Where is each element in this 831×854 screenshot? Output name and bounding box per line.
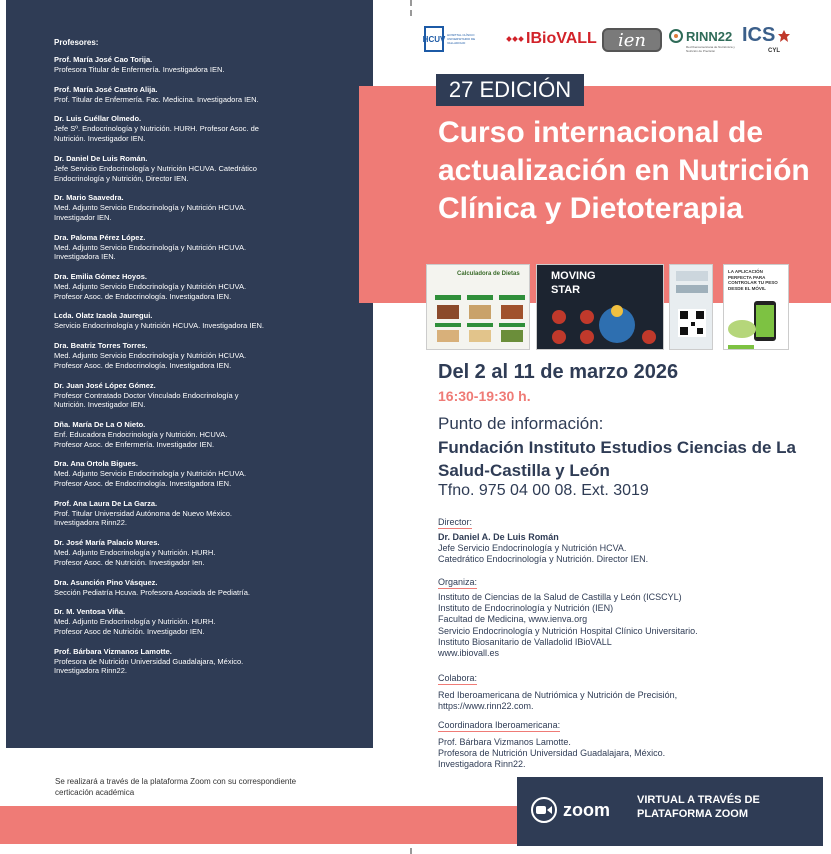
professor-entry (54, 272, 373, 301)
professor-description: Med. Adjunto Servicio Endocrinología y Nutrición HCUVA. Investigador IEN. (54, 203, 247, 222)
professor-entry (54, 607, 373, 636)
professor-description: Profesor Contratado Doctor Vinculado Endocrinología y Nutrición. Investigador IEN. (54, 390, 239, 410)
colabora-section (438, 668, 798, 712)
professor-entry (54, 459, 373, 488)
professor-name: Dr. Luis Cuéllar Olmedo. (54, 114, 142, 124)
fold-mark-top (410, 0, 412, 16)
icscyl-logo-text: ICS (742, 24, 776, 46)
moving-star-game-icon (537, 291, 664, 350)
professor-description: Med. Adjunto Servicio Endocrinología y Nutrición HCUVA. Investigadora IEN. (54, 242, 247, 262)
professor-name: Dra. Asunción Pino Vásquez. (54, 577, 158, 587)
diet-calculator-grid-icon (427, 277, 530, 347)
hcuv-logo-caption: HOSPITAL CLÍNICO UNIVERSITARIO DE VALLADOLID (447, 33, 476, 45)
professor-entry (54, 647, 373, 676)
bottom-band-right (410, 806, 520, 844)
professor-description: Med. Adjunto Servicio Endocrinología y Nutrición HCUVA. Profesor Asoc. de Endocrinología. Investigadora IEN. (54, 351, 247, 370)
hcuv-logo (424, 24, 486, 54)
rinn22-logo-text: RINN22 (686, 28, 733, 44)
rinn22-logo-icon (668, 28, 684, 44)
professors-heading: Profesores: (54, 38, 99, 47)
qr-code-screenshot (669, 264, 713, 350)
organiza-line: Facultad de Medicina, www.ienva.org (438, 614, 588, 625)
professors-list (54, 55, 373, 676)
professor-name: Prof. Ana Laura De La Garza. (54, 498, 158, 508)
organiza-line: www.ibiovall.es (438, 648, 500, 659)
hcuv-logo-mark: HCUV (424, 26, 444, 52)
colabora-line: Red Iberoamericana de Nutriómica y Nutrición de Precisión, (438, 690, 678, 700)
professor-description: Prof. Titular Universidad Autónoma de Nuevo México. Investigadora Rinn22. (54, 508, 233, 528)
moving-star-title: MOVING STAR (551, 270, 596, 296)
professor-description: Med. Adjunto Endocrinología y Nutrición. HURH. Profesor Asoc. de Nutrición. Investigador Ien. (54, 548, 216, 567)
colabora-label: Colabora: (438, 673, 478, 683)
organiza-label: Organiza: (438, 577, 478, 587)
colabora-line: https://www.rinn22.com. (438, 701, 534, 712)
icscyl-logo (742, 24, 791, 54)
director-line: Catedrático Endocrinología y Nutrición. Director IEN. (438, 554, 649, 565)
qr-code-icon (670, 265, 713, 350)
professor-description: Med. Adjunto Servicio Endocrinología y Nutrición HCUVA. Profesor Asoc. de Endocrinología. Investigadora IEN. (54, 282, 247, 301)
professor-entry (54, 499, 373, 528)
professor-entry (54, 420, 373, 449)
director-label: Director: (438, 517, 473, 527)
professor-name: Dra. Emilia Gómez Hoyos. (54, 272, 147, 282)
professor-description: Profesora Titular de Enfermería. Investigadora IEN. (54, 65, 225, 74)
video-camera-icon (531, 797, 557, 823)
professor-name: Dra. Ana Ortola Bigues. (54, 459, 138, 469)
professor-description: Prof. Titular de Enfermería. Fac. Medicina. Investigadora IEN. (54, 94, 259, 104)
professor-name: Dr. Daniel De Luis Román. (54, 153, 148, 163)
professor-name: Dña. María De La O Nieto. (54, 419, 146, 429)
professor-entry (54, 154, 373, 183)
professor-entry (54, 341, 373, 370)
ibiovall-logo (506, 30, 597, 48)
professors-panel (6, 0, 373, 748)
professor-description: Jefe Sº. Endocrinología y Nutrición. HURH. Profesor Asoc. de Nutrición. Investigador IEN. (54, 124, 259, 144)
coordinadora-label: Coordinadora Iberoamericana: (438, 720, 561, 730)
zoom-box-text: VIRTUAL A TRAVÉS DE PLATAFORMA ZOOM (637, 794, 760, 820)
organiza-line: Instituto de Ciencias de la Salud de Castilla y León (ICSCYL) (438, 592, 682, 602)
director-section (438, 512, 798, 566)
coordinadora-line: Prof. Bárbara Vizmanos Lamotte. (438, 737, 571, 747)
professor-name: Dr. José María Palacio Mures. (54, 538, 160, 548)
ibiovall-logo-text: IBioVALL (526, 30, 597, 47)
professor-entry (54, 538, 373, 567)
organiza-line: Servicio Endocrinología y Nutrición Hospital Clínico Universitario. (438, 625, 698, 636)
professor-entry (54, 578, 373, 598)
info-phone: Tfno. 975 04 00 08. Ext. 3019 (438, 482, 649, 499)
professor-description: Sección Pediatría Hcuva. Profesora Asociada de Pediatría. (54, 587, 250, 597)
coordinadora-section (438, 715, 798, 771)
weight-app-screenshot (723, 264, 789, 350)
bottom-band (0, 806, 410, 844)
professor-name: Dr. M. Ventosa Viña. (54, 607, 126, 617)
course-hours: 16:30-19:30 h. (438, 388, 531, 404)
professor-name: Lcda. Olatz Izaola Jauregui. (54, 311, 153, 321)
director-name: Dr. Daniel A. De Luis Román (438, 532, 559, 542)
zoom-note: Se realizará a través de la plataforma Zoom con su correspondiente certicación académica (55, 777, 297, 797)
professor-entry (54, 233, 373, 262)
zoom-logo (531, 797, 610, 823)
professor-name: Dr. Mario Saavedra. (54, 193, 124, 203)
coordinadora-line: Profesora de Nutrición Universidad Guadalajara, México. (438, 748, 666, 759)
professor-entry (54, 193, 373, 222)
professor-description: Servicio Endocrinología y Nutrición HCUVA. Investigadora IEN. (54, 321, 264, 331)
weight-app-title: LA APLICACIÓN PERFECTA PARA CONTROLAR TU PESO DESDE EL MÓVIL (728, 269, 778, 291)
director-line: Jefe Servicio Endocrinología y Nutrición HCVA. (438, 543, 627, 554)
logo-strip (424, 24, 824, 58)
professor-entry (54, 311, 373, 331)
professor-description: Jefe Servicio Endocrinología y Nutrición HCUVA. Catedrático Endocrinología y Nutrición, Director IEN. (54, 163, 257, 183)
professor-entry (54, 381, 373, 410)
organiza-line: Instituto Biosanitario de Valladolid IBioVALL (438, 636, 612, 647)
diet-calculator-screenshot (426, 264, 530, 350)
coordinadora-line: Investigadora Rinn22. (438, 759, 526, 770)
professor-name: Prof. María José Cao Torija. (54, 55, 153, 64)
info-label: Punto de información: (438, 414, 604, 433)
zoom-logo-text: zoom (563, 799, 610, 820)
professor-name: Dr. Juan José López Gómez. (54, 380, 156, 390)
organiza-section (438, 572, 798, 659)
professor-name: Prof. María José Castro Alija. (54, 84, 158, 94)
professor-name: Prof. Bárbara Vizmanos Lamotte. (54, 646, 172, 656)
professor-entry (54, 85, 373, 105)
info-organization: Fundación Instituto Estudios Ciencias de La Salud-Castilla y León (438, 438, 796, 480)
professor-description: Profesora de Nutrición Universidad Guadalajara, México. Investigadora Rinn22. (54, 656, 244, 676)
ien-logo: ien (602, 28, 662, 52)
professor-name: Dra. Paloma Pérez López. (54, 232, 146, 242)
course-title: Curso internacional de actualización en Nutrición Clínica y Dietoterapia (438, 116, 810, 225)
professor-description: Med. Adjunto Endocrinología y Nutrición. HURH. Profesor Asoc de Nutrición. Investigador IEN. (54, 617, 216, 636)
course-dates: Del 2 al 11 de marzo 2026 (438, 361, 679, 383)
rinn22-logo-subtitle: Red Iberoamericana de Nutriómica y Nutrición de Precisión (686, 45, 735, 53)
professor-entry (54, 55, 373, 75)
moving-star-screenshot (536, 264, 664, 350)
professor-description: Med. Adjunto Servicio Endocrinología y Nutrición HCUVA. Profesor Asoc. de Endocrinología. Investigadora IEN. (54, 469, 247, 489)
organiza-line: Instituto de Endocrinología y Nutrición (IEN) (438, 603, 614, 614)
phone-icon (724, 295, 789, 350)
rinn22-logo (668, 28, 735, 53)
diet-calculator-title: Calculadora de Dietas (457, 271, 520, 277)
professor-name: Dra. Beatriz Torres Torres. (54, 341, 148, 351)
icscyl-logo-sub: CYL (768, 48, 780, 54)
star-icon (777, 29, 791, 43)
zoom-box (517, 777, 823, 846)
professor-entry (54, 114, 373, 143)
app-screenshots (426, 264, 792, 352)
professor-description: Enf. Educadora Endocrinología y Nutrición. HCUVA. Profesor Asoc. de Enfermería. Investigador IEN. (54, 429, 228, 449)
ibiovall-logo-icon (506, 32, 524, 46)
edition-badge: 27 EDICIÓN (436, 74, 584, 106)
